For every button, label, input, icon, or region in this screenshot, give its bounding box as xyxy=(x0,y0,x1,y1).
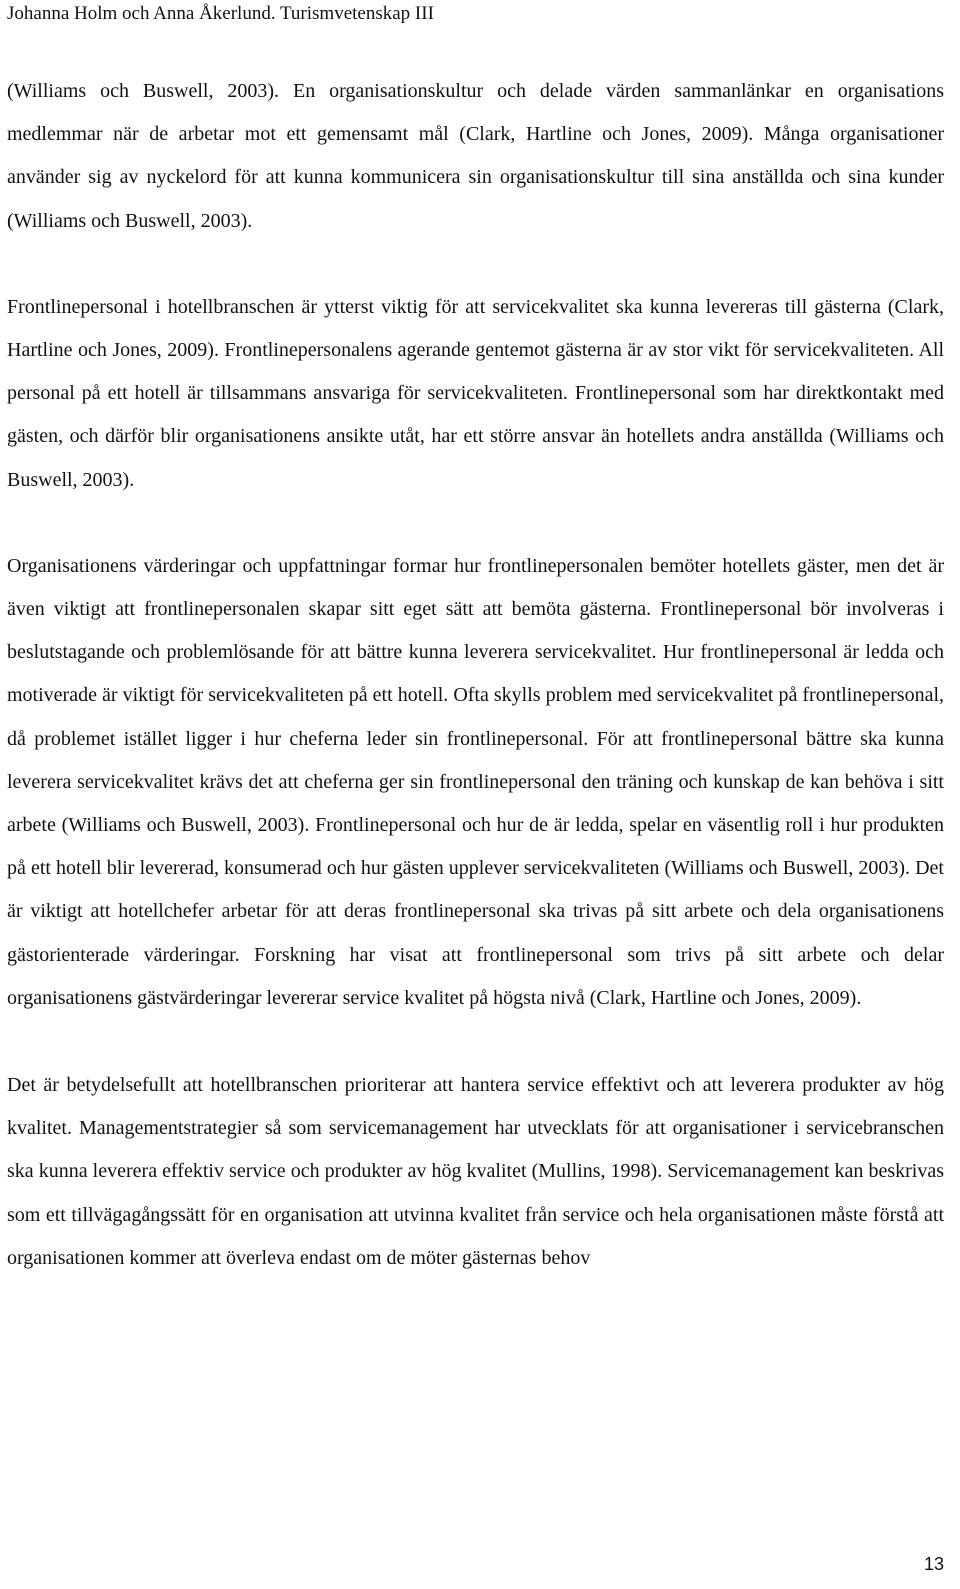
paragraph-organisationskultur: (Williams och Buswell, 2003). En organisationskultur och delade värden sammanlänkar en organisations medlemmar när de arbetar mot ett gemensamt mål (Clark, Hartline och Jones, 2009). Många organisationer använder sig av nyckelord för att kunna kommunicera sin organisationskultur till sina anställda och sina kunder (Williams och Buswell, 2003). xyxy=(7,80,944,232)
paragraph-servicemanagement: Det är betydelsefullt att hotellbranschen prioriterar att hantera service effektivt och att leverera produkter av hög kvalitet. Managementstrategier så som servicemanagement har utvecklats för att organisationer i servicebranschen ska kunna leverera effektiv service och produkter av hög kvalitet (Mullins, 1998). Servicemanagement kan beskrivas som ett tillvägagångssätt för en organisation att utvinna kvalitet från service och hela organisationen måste förstå att organisationen kommer att överleva endast om de möter gästernas behov xyxy=(7,1074,944,1269)
running-header: Johanna Holm och Anna Åkerlund. Turismvetenskap III xyxy=(7,3,434,24)
page-number: 13 xyxy=(923,1554,944,1574)
paragraph-varderingar: Organisationens värderingar och uppfattningar formar hur frontlinepersonalen bemöter hotellets gäster, men det är även viktigt att frontlinepersonalen skapar sitt eget sätt att bemöta gästerna. Frontlinepersonal bör involveras i beslutstagande och problemlösande för att bättre kunna leverera servicekvalitet. Hur frontlinepersonal är ledda och motiverade är viktigt för servicekvaliteten på ett hotell. Ofta skylls problem med servicekvalitet på frontlinepersonal, då problemet istället ligger i hur cheferna leder sin frontlinepersonal. För att frontlinepersonal bättre ska kunna leverera servicekvalitet krävs det att cheferna ger sin frontlinepersonal den träning och kunskap de kan behöva i sitt arbete (Williams och Buswell, 2003). Frontlinepersonal och hur de är ledda, spelar en väsentlig roll i hur produkten på ett hotell blir levererad, konsumerad och hur gästen upplever servicekvaliteten (Williams och Buswell, 2003). Det är viktigt att hotellchefer arbetar för att deras frontlinepersonal ska trivas på sitt arbete och dela organisationens gästorienterade värderingar. Forskning har visat att frontlinepersonal som trivs på sitt arbete och delar organisationens gästvärderingar levererar service kvalitet på högsta nivå (Clark, Hartline och Jones, 2009). xyxy=(7,554,944,1009)
document-body xyxy=(7,70,944,1280)
paragraph-frontlinepersonal: Frontlinepersonal i hotellbranschen är ytterst viktig för att servicekvalitet ska kunna levereras till gästerna (Clark, Hartline och Jones, 2009). Frontlinepersonalens agerande gentemot gästerna är av stor vikt för servicekvaliteten. All personal på ett hotell är tillsammans ansvariga för servicekvaliteten. Frontlinepersonal som har direktkontakt med gästen, och därför blir organisationens ansikte utåt, har ett större ansvar än hotellets andra anställda (Williams och Buswell, 2003). xyxy=(7,295,944,491)
